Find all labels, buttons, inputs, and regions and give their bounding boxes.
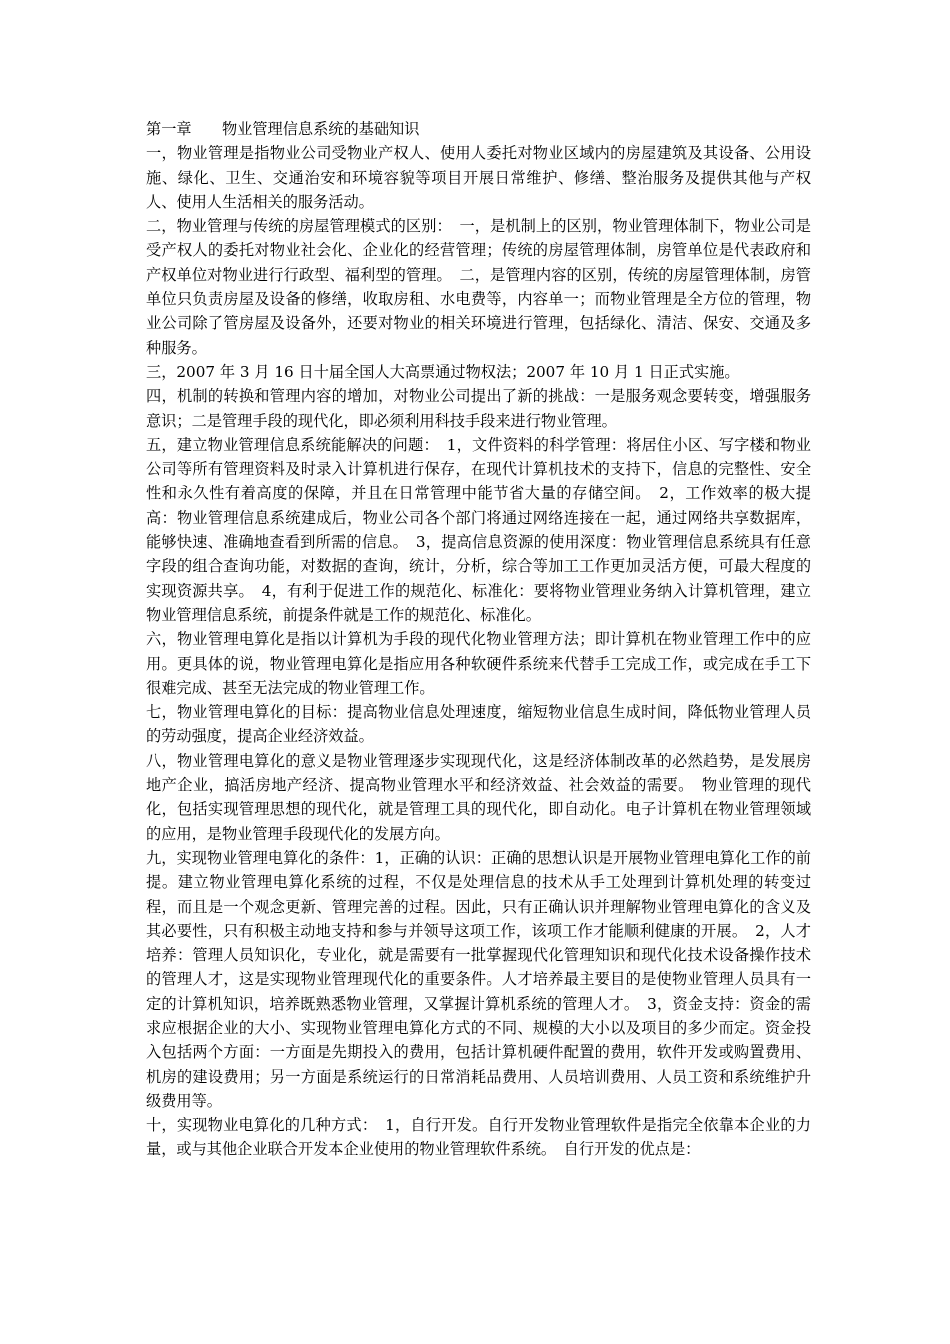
paragraph-3: 三，2007 年 3 月 16 日十届全国人大高票通过物权法；2007 年 10 月 1 日正式实施。 <box>146 362 740 381</box>
paragraph-8: 八，物业管理电算化的意义是物业管理逐步实现现代化，这是经济体制改革的必然趋势，是发展房地产企业，搞活房地产经济、提高物业管理水平和经济效益、社会效益的需要。 物业管理的现代化，包括实现管理思想的现代化，就是管理工具的现代化，即自动化。电子计算机在物业管理领域的应用，是物业管理手段现代化的发展方向。 <box>146 751 811 843</box>
paragraph-1: 一，物业管理是指物业公司受物业产权人、使用人委托对物业区域内的房屋建筑及其设备、公用设施、绿化、卫生、交通治安和环境容貌等项目开展日常维护、修缮、整治服务及提供其他与产权人、使用人生活相关的服务活动。 <box>146 144 811 211</box>
paragraph-4: 四，机制的转换和管理内容的增加，对物业公司提出了新的挑战：一是服务观念要转变，增强服务意识；二是管理手段的现代化，即必须利用科技手段来进行物业管理。 <box>146 387 811 430</box>
paragraph-2: 二，物业管理与传统的房屋管理模式的区别： 一，是机制上的区别，物业管理体制下，物业公司是受产权人的委托对物业社会化、企业化的经营管理；传统的房屋管理体制，房管单位是代表政府和产权单位对物业进行行政型、福利型的管理。 二，是管理内容的区别，传统的房屋管理体制，房管单位只负责房屋及设备的修缮，收取房租、水电费等，内容单一；而物业管理是全方位的管理，物业公司除了管房屋及设备外，还要对物业的相关环境进行管理，包括绿化、清洁、保安、交通及多种服务。 <box>146 217 811 357</box>
paragraph-7: 七，物业管理电算化的目标：提高物业信息处理速度，缩短物业信息生成时间，降低物业管理人员的劳动强度，提高企业经济效益。 <box>146 703 811 746</box>
paragraph-6: 六，物业管理电算化是指以计算机为手段的现代化物业管理方法；即计算机在物业管理工作中的应用。更具体的说，物业管理电算化是指应用各种软硬件系统来代替手工完成工作，或完成在手工下很难完成、甚至无法完成的物业管理工作。 <box>146 630 811 697</box>
paragraph-9: 九，实现物业管理电算化的条件：1，正确的认识：正确的思想认识是开展物业管理电算化工作的前提。建立物业管理电算化系统的过程，不仅是处理信息的技术从手工处理到计算机处理的转变过程，而且是一个观念更新、管理完善的过程。因此，只有正确认识并理解物业管理电算化的含义及其必要性，只有积极主动地支持和参与并领导这项工作，该项工作才能顺利健康的开展。 2，人才培养：管理人员知识化，专业化，就是需要有一批掌握现代化管理知识和现代化技术设备操作技术的管理人才，这是实现物业管理现代化的重要条件。人才培养最主要目的是使物业管理人员具有一定的计算机知识，培养既熟悉物业管理，又掌握计算机系统的管理人才。 3，资金支持：资金的需求应根据企业的大小、实现物业管理电算化方式的不同、规模的大小以及项目的多少而定。资金投入包括两个方面：一方面是先期投入的费用，包括计算机硬件配置的费用，软件开发或购置费用、机房的建设费用；另一方面是系统运行的日常消耗品费用、人员培训费用、人员工资和系统维护升级费用等。 <box>146 848 811 1110</box>
document-body <box>146 117 811 1162</box>
chapter-heading: 第一章 物业管理信息系统的基础知识 <box>146 120 420 138</box>
paragraph-5: 五，建立物业管理信息系统能解决的问题： 1，文件资料的科学管理：将居住小区、写字楼和物业公司等所有管理资料及时录入计算机进行保存，在现代计算机技术的支持下，信息的完整性、安全性和永久性有着高度的保障，并且在日常管理中能节省大量的存储空间。 2，工作效率的极大提高：物业管理信息系统建成后，物业公司各个部门将通过网络连接在一起，通过网络共享数据库，能够快速、准确地查看到所需的信息。 3，提高信息资源的使用深度：物业管理信息系统具有任意字段的组合查询功能，对数据的查询，统计，分析，综合等加工工作更加灵活方便，可最大程度的实现资源共享。 4，有利于促进工作的规范化、标准化：要将物业管理业务纳入计算机管理，建立物业管理信息系统，前提条件就是工作的规范化、标准化。 <box>146 435 811 624</box>
paragraph-10: 十，实现物业电算化的几种方式： 1，自行开发。自行开发物业管理软件是指完全依靠本企业的力量，或与其他企业联合开发本企业使用的物业管理软件系统。 自行开发的优点是： <box>146 1116 811 1159</box>
